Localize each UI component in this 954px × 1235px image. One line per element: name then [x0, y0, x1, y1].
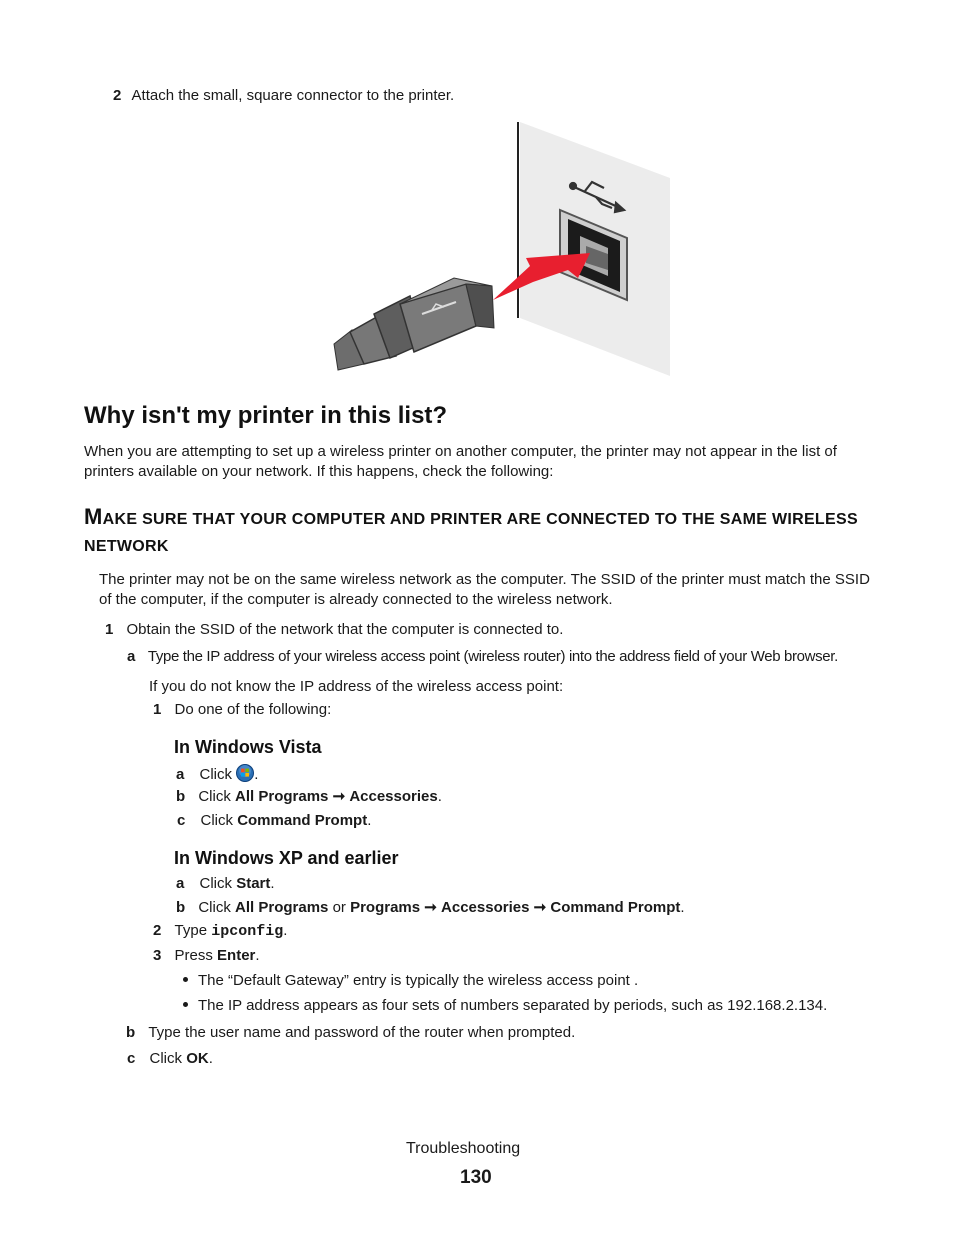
step-text: Do one of the following: — [174, 701, 332, 718]
arrow-icon: ➞ — [332, 788, 346, 805]
punctuation: . — [680, 899, 685, 916]
step-text: Obtain the SSID of the network that the computer is connected to. — [126, 621, 564, 638]
substep-letter: a — [176, 875, 185, 892]
usb-connector-illustration — [330, 118, 675, 380]
ok-label: OK — [186, 1050, 209, 1067]
vista-heading: In Windows Vista — [174, 737, 322, 757]
page-title: Why isn't my printer in this list? — [84, 402, 448, 429]
substep-c — [127, 1049, 213, 1069]
step-2 — [113, 86, 454, 106]
step-text: Attach the small, square connector to the printer. — [131, 87, 455, 104]
substep-letter: c — [177, 812, 186, 829]
substep-text: Type the IP address of your wireless access point (wireless router) into the address field of your Web browser. — [147, 648, 838, 665]
step-number: 1 — [105, 621, 114, 638]
click-text: Click — [198, 788, 231, 805]
step-1 — [105, 620, 563, 640]
ipconfig-command: ipconfig — [211, 923, 284, 940]
click-text: Click — [200, 812, 234, 829]
vista-step-b — [176, 787, 442, 807]
all-programs-label: All Programs — [235, 899, 329, 916]
programs-label: Programs — [350, 899, 421, 916]
substep-letter: a — [176, 766, 185, 783]
xp-step-b — [176, 898, 685, 918]
substep-letter: a — [127, 648, 135, 665]
section-paragraph: The printer may not be on the same wireless network as the computer. The SSID of the printer must match the SSID of the computer, if the computer is already connected to the wireless network. — [99, 571, 870, 608]
vista-step-a — [176, 764, 258, 785]
bullet-icon — [183, 977, 188, 982]
bullet-item: The IP address appears as four sets of numbers separated by periods, such as 192.168.2.134. — [198, 997, 828, 1014]
usb-cable-plug — [334, 278, 494, 370]
substep-letter: b — [176, 788, 186, 805]
section-heading-line1: AKE SURE THAT YOUR COMPUTER AND PRINTER ARE CONNECTED TO THE SAME WIRELESS — [102, 511, 858, 528]
click-text: Click — [199, 766, 233, 783]
vista-step-c — [177, 811, 371, 831]
punctuation: . — [254, 766, 259, 783]
footer-section: Troubleshooting — [406, 1140, 521, 1157]
arrow-icon: ➞ — [424, 899, 437, 916]
command-prompt-label: Command Prompt — [550, 899, 681, 916]
click-text: Click — [198, 899, 231, 916]
punctuation: . — [208, 1050, 213, 1067]
click-text: Click — [149, 1050, 183, 1067]
command-prompt-label: Command Prompt — [237, 812, 368, 829]
step-number: 2 — [113, 87, 122, 104]
sub-step-3 — [153, 946, 260, 966]
bullet-item: The “Default Gateway” entry is typically the wireless access point . — [198, 972, 639, 989]
arrow-icon: ➞ — [533, 899, 547, 916]
all-programs-label: All Programs — [235, 788, 329, 805]
if-text: If you do not know the IP address of the wireless access point: — [149, 678, 564, 695]
xp-heading: In Windows XP and earlier — [174, 848, 399, 868]
step-number: 1 — [153, 701, 162, 718]
section-heading — [84, 504, 858, 530]
step-number: 2 — [153, 922, 162, 939]
punctuation: . — [283, 922, 288, 939]
bullet-icon — [183, 1002, 188, 1007]
page-number: 130 — [460, 1167, 492, 1188]
section-heading-line2: NETWORK — [84, 538, 169, 555]
punctuation: . — [367, 812, 372, 829]
xp-step-a — [176, 874, 275, 894]
or-text: or — [332, 899, 346, 916]
enter-label: Enter — [217, 947, 256, 964]
windows-start-icon — [236, 764, 254, 782]
accessories-label: Accessories — [441, 899, 530, 916]
click-text: Click — [199, 875, 233, 892]
type-text: Type — [174, 922, 208, 939]
punctuation: . — [437, 788, 442, 805]
substep-b — [126, 1023, 575, 1043]
accessories-label: Accessories — [349, 788, 438, 805]
step-number: 3 — [153, 947, 162, 964]
punctuation: . — [270, 875, 275, 892]
substep-letter: b — [126, 1024, 136, 1041]
substep-text: Type the user name and password of the router when prompted. — [148, 1024, 576, 1041]
sub-step-1 — [153, 700, 331, 720]
substep-a — [127, 647, 838, 667]
intro-paragraph: When you are attempting to set up a wireless printer on another computer, the printer may not appear in the list of printers available on your network. If this happens, check the following: — [84, 443, 837, 480]
start-label: Start — [236, 875, 271, 892]
punctuation: . — [255, 947, 260, 964]
press-text: Press — [174, 947, 213, 964]
section-heading-cap: M — [84, 504, 103, 529]
substep-letter: c — [127, 1050, 136, 1067]
substep-letter: b — [176, 899, 186, 916]
sub-step-2 — [153, 921, 287, 942]
